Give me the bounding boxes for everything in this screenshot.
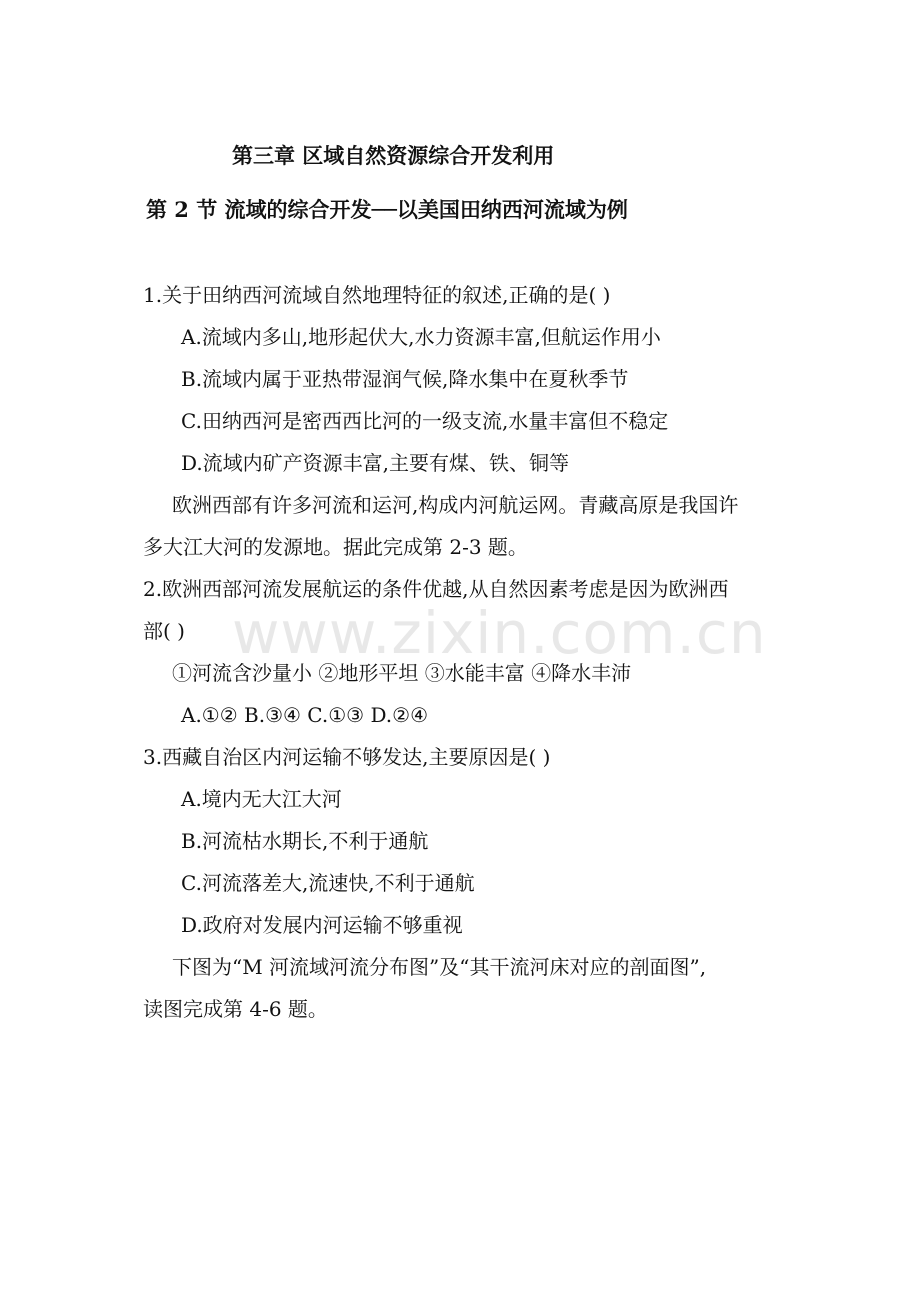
question-3-stem: 3.西藏自治区内河运输不够发达,主要原因是( ) [143,745,551,769]
question-3-option-a: A.境内无大江大河 [181,787,342,811]
section-title: 第 2 节 流域的综合开发──以美国田纳西河流域为例 [146,197,628,222]
question-1-option-b: B.流域内属于亚热带湿润气候,降水集中在夏秋季节 [181,367,629,391]
passage-2-line-1: 下图为“M 河流域河流分布图”及“其干流河床对应的剖面图”, [172,955,707,979]
question-1-stem: 1.关于田纳西河流域自然地理特征的叙述,正确的是( ) [143,283,611,307]
question-2-choices: ①河流含沙量小 ②地形平坦 ③水能丰富 ④降水丰沛 [172,661,632,685]
watermark: www.zixin.com.cn [232,599,767,667]
passage-2-line-2: 读图完成第 4-6 题。 [143,997,328,1021]
passage-1-line-1: 欧洲西部有许多河流和运河,构成内河航运网。青藏高原是我国许 [172,493,739,517]
question-1-option-a: A.流域内多山,地形起伏大,水力资源丰富,但航运作用小 [181,325,661,349]
question-1-option-c: C.田纳西河是密西西比河的一级支流,水量丰富但不稳定 [181,409,669,433]
chapter-title: 第三章 区域自然资源综合开发利用 [232,143,555,168]
question-2-stem-line-2: 部( ) [143,619,185,643]
question-3-option-b: B.河流枯水期长,不利于通航 [181,829,429,853]
passage-1-line-2: 多大江大河的发源地。据此完成第 2-3 题。 [143,535,528,559]
question-1-option-d: D.流域内矿产资源丰富,主要有煤、铁、铜等 [181,451,570,475]
question-3-option-c: C.河流落差大,流速快,不利于通航 [181,871,475,895]
question-3-option-d: D.政府对发展内河运输不够重视 [181,913,463,937]
question-2-stem-line-1: 2.欧洲西部河流发展航运的条件优越,从自然因素考虑是因为欧洲西 [143,577,729,601]
question-2-options: A.①② B.③④ C.①③ D.②④ [181,703,428,727]
